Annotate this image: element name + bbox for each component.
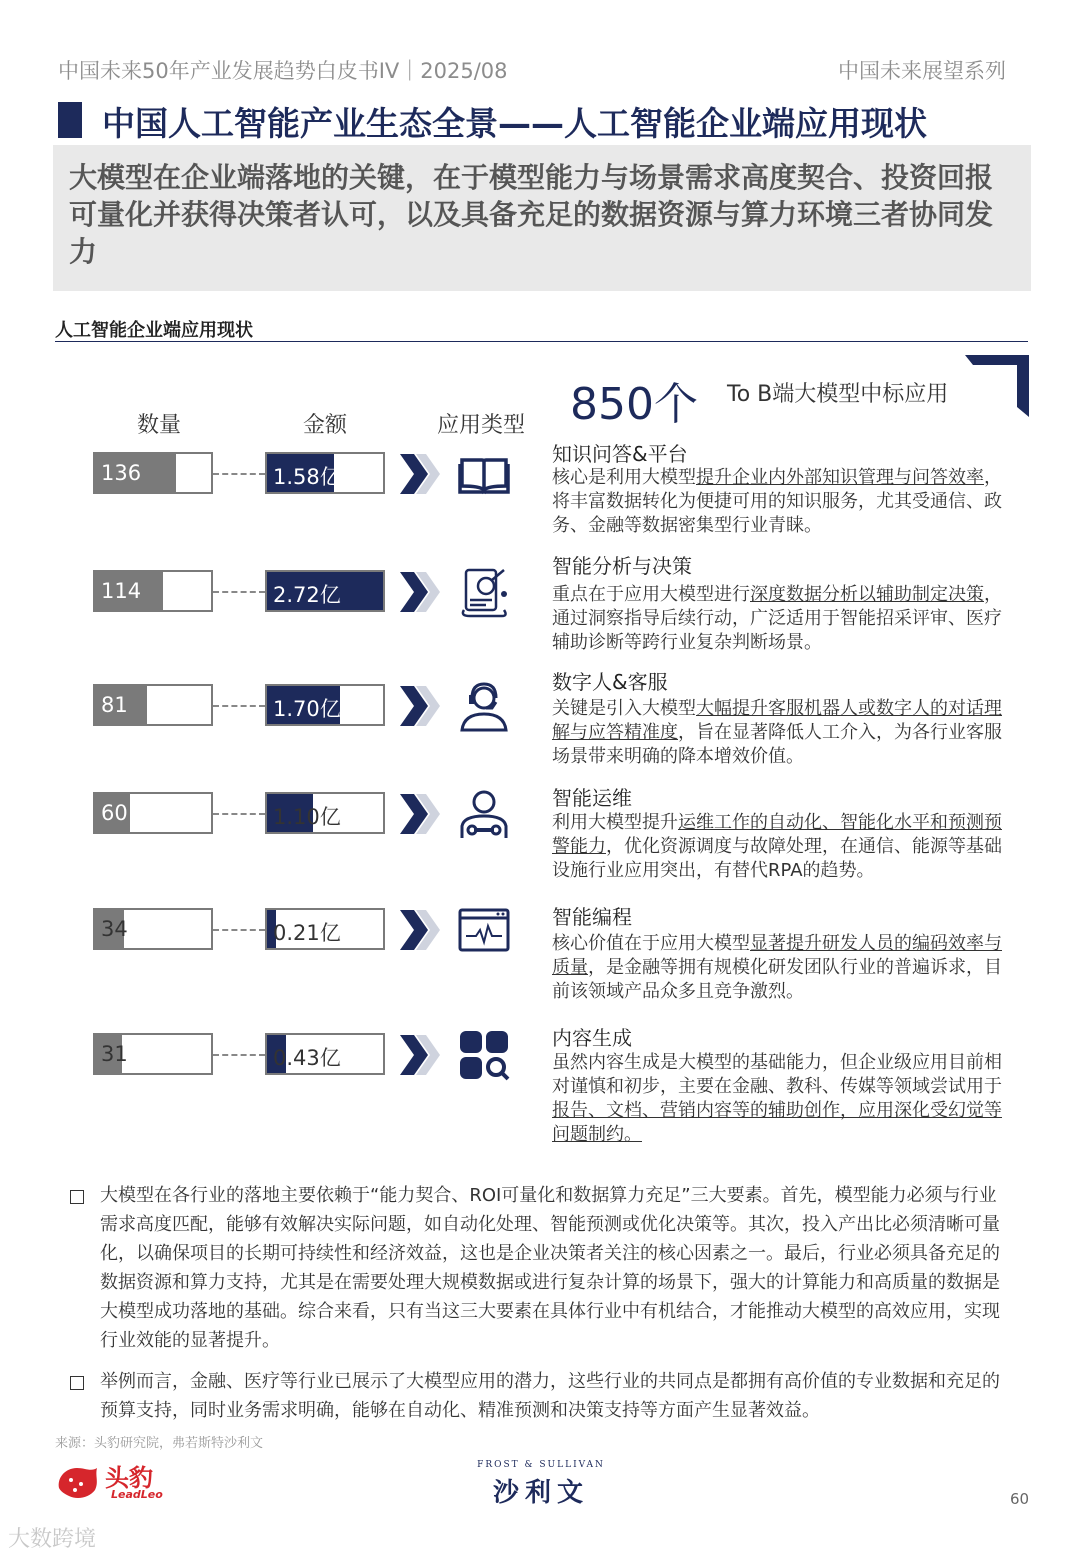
chevron-arrow-icon	[398, 684, 442, 728]
leadleo-en: LeadLeo	[111, 1488, 163, 1501]
desc-text: ，是金融等拥有规模化研发团队行业的普遍诉求，目前该领域产品众多且竞争激烈。	[552, 957, 1002, 1002]
column-header-count: 数量	[137, 413, 182, 438]
category-description	[552, 1051, 1012, 1147]
category-description	[552, 811, 1012, 883]
category-name: 知识问答&平台	[552, 442, 688, 466]
chevron-arrow-icon	[398, 792, 442, 836]
amount-bar	[265, 908, 385, 950]
amount-bar	[265, 452, 385, 494]
amount-value: 0.43亿	[273, 1046, 341, 1070]
category-description	[552, 932, 1012, 1004]
count-value: 81	[101, 693, 128, 717]
connector-line	[213, 705, 265, 707]
total-count: 850个	[570, 379, 698, 430]
connector-line	[213, 1054, 265, 1056]
fs-cn: 沙利文	[492, 1478, 589, 1508]
section-subtitle: 人工智能企业端应用现状	[55, 320, 253, 341]
connector-line	[213, 813, 265, 815]
count-value: 60	[101, 801, 128, 825]
chevron-arrow-icon	[398, 908, 442, 952]
category-name: 智能编程	[552, 905, 632, 929]
count-bar	[93, 792, 213, 834]
desc-highlight: 大幅提升客服机器人或数字人的对话理解与应答精准度	[552, 698, 1002, 743]
desc-text: ，优化资源调度与故障处理，在通信、能源等基础设施行业应用突出，有替代RPA的趋势。	[552, 836, 1002, 881]
amount-bar	[265, 792, 385, 834]
desc-highlight: 显著提升研发人员的编码效率与质量	[552, 933, 1002, 978]
frost-sullivan-logo	[466, 1460, 616, 1506]
column-header-amount: 金额	[303, 413, 348, 438]
count-bar	[93, 908, 213, 950]
desc-highlight: 运维工作的自动化、智能化水平和预测预警能力	[552, 812, 1002, 857]
category-description	[552, 466, 1012, 538]
desc-text: 关键是引入大模型	[552, 698, 696, 719]
fs-en: FROST & SULLIVAN	[477, 1460, 605, 1470]
connector-line	[213, 591, 265, 593]
bullet-checkbox-icon	[70, 1190, 84, 1204]
amount-bar	[265, 1033, 385, 1075]
connector-line	[213, 473, 265, 475]
chevron-arrow-icon	[398, 452, 442, 496]
category-name: 智能分析与决策	[552, 554, 692, 578]
book-icon	[456, 446, 512, 502]
count-bar	[93, 1033, 213, 1075]
count-value: 136	[101, 461, 142, 485]
desc-text: 虽然内容生成是大模型的基础能力，但企业级应用目前相对谨慎和初步，主要在金融、教科、传媒等领域尝试用于	[552, 1052, 1002, 1097]
bullet-checkbox-icon	[70, 1376, 84, 1390]
coding-icon	[456, 902, 512, 958]
desc-text: ，将丰富数据转化为便捷可用的知识服务，尤其受通信、政务、金融等数据密集型行业青睐。	[552, 467, 1002, 536]
category-name: 内容生成	[552, 1026, 632, 1050]
count-bar	[93, 452, 213, 494]
watermark: 大数跨境	[8, 1527, 97, 1552]
amount-value: 1.10亿	[273, 805, 341, 829]
leadleo-logo	[55, 1458, 175, 1506]
analysis-icon	[456, 564, 512, 620]
desc-text: 核心是利用大模型	[552, 467, 696, 488]
category-description	[552, 583, 1012, 655]
count-bar	[93, 570, 213, 612]
summary-box	[53, 145, 1031, 291]
report-header-title: 中国未来50年产业发展趋势白皮书IV｜2025/08	[58, 59, 508, 83]
category-description	[552, 697, 1012, 769]
corner-decoration	[965, 355, 1029, 417]
page-number: 60	[1010, 1490, 1030, 1508]
amount-bar	[265, 684, 385, 726]
desc-text: ，通过洞察指导后续行动，广泛适用于智能招采评审、医疗辅助诊断等跨行业复杂判断场景。	[552, 584, 1002, 653]
desc-text: 重点在于应用大模型进行	[552, 584, 750, 605]
column-header-type: 应用类型	[437, 413, 526, 438]
count-bar	[93, 684, 213, 726]
count-value: 31	[101, 1042, 128, 1066]
connector-line	[213, 929, 265, 931]
desc-highlight: 深度数据分析以辅助制定决策	[750, 584, 984, 605]
desc-text: 利用大模型提升	[552, 812, 678, 833]
count-value: 114	[101, 579, 142, 603]
category-name: 智能运维	[552, 786, 632, 810]
series-label: 中国未来展望系列	[838, 59, 1006, 83]
source-note: 来源：头豹研究院，弗若斯特沙利文	[55, 1436, 264, 1451]
amount-value: 1.58亿	[273, 465, 341, 489]
title-marker	[58, 102, 82, 138]
leopard-logo-icon	[55, 1460, 101, 1502]
chevron-arrow-icon	[398, 570, 442, 614]
category-name: 数字人&客服	[552, 670, 668, 694]
chevron-arrow-icon	[398, 1033, 442, 1077]
desc-highlight: 提升企业内外部知识管理与问答效率	[696, 467, 984, 488]
desc-text: ，旨在显著降低人工介入，为各行业客服场景带来明确的降本增效价值。	[552, 722, 1002, 767]
paragraph-1: 大模型在各行业的落地主要依赖于“能力契合、ROI可量化和数据算力充足”三大要素。首先，模型能力必须与行业需求高度匹配，能够有效解决实际问题，如自动化处理、智能预测或优化决策等。其次，投入产出比必须清晰可量化，以确保项目的长期可持续性和经济效益，这也是企业决策者关注的核心因素之一。最后，行业必须具备充足的数据资源和算力支持，尤其是在需要处理大规模数据或进行复杂计算的场景下，强大的计算能力和高质量的数据是大模型成功落地的基础。综合来看，只有当这三大要素在具体行业中有机结合，才能推动大模型的高效应用，实现行业效能的显著提升。	[100, 1185, 1000, 1351]
desc-text: 核心价值在于应用大模型	[552, 933, 750, 954]
desc-highlight: 报告、文档、营销内容等的辅助创作，应用深化受幻觉等问题制约。	[552, 1100, 1002, 1145]
page-title: 中国人工智能产业生态全景——人工智能企业端应用现状	[102, 104, 927, 143]
amount-value: 2.72亿	[273, 583, 341, 607]
divider	[55, 341, 1028, 342]
content-icon	[456, 1027, 512, 1083]
count-value: 34	[101, 917, 128, 941]
amount-value: 0.21亿	[273, 921, 341, 945]
amount-value: 1.70亿	[273, 697, 341, 721]
operations-icon	[456, 786, 512, 842]
customer-service-icon	[456, 678, 512, 734]
amount-bar	[265, 570, 385, 612]
paragraph-2: 举例而言，金融、医疗等行业已展示了大模型应用的潜力，这些行业的共同点是都拥有高价值的专业数据和充足的预算支持，同时业务需求明确，能够在自动化、精准预测和决策支持等方面产生显著效益。	[100, 1371, 1000, 1421]
summary-text: 大模型在企业端落地的关键，在于模型能力与场景需求高度契合、投资回报可量化并获得决策者认可，以及具备充足的数据资源与算力环境三者协同发力	[69, 161, 994, 268]
total-label: To B端大模型中标应用	[727, 382, 949, 407]
leadleo-cn: 头豹	[105, 1464, 153, 1492]
